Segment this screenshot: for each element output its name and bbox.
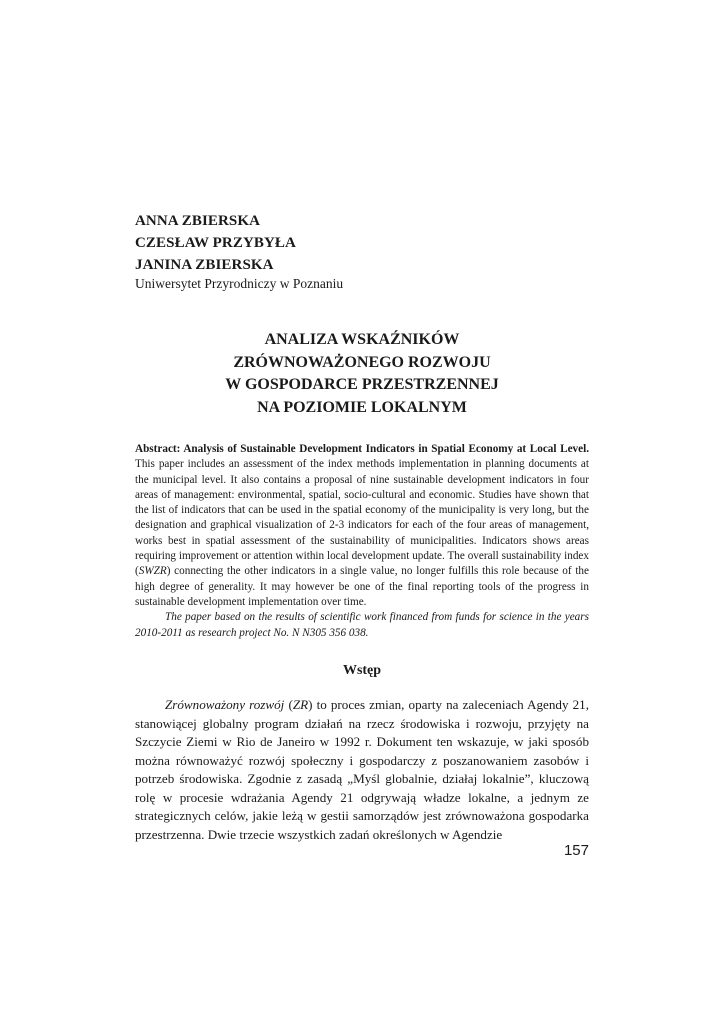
abstract <box>135 442 589 641</box>
section-heading: Wstęp <box>342 663 382 678</box>
body-abbreviation: ZR <box>292 697 309 712</box>
abstract-body: ) connecting the other indicators in a single value, no longer fulfills this role because of the high degree of generality. It may however be one of the final reporting tools of the progress in sustainable development implementation over time. <box>135 565 589 608</box>
title-line: ANALIZA WSKAŹNIKÓW <box>264 331 460 348</box>
author-name: ANNA ZBIERSKA <box>135 213 261 229</box>
body-paragraph <box>135 696 589 844</box>
author-list <box>135 210 296 276</box>
abstract-text <box>135 442 589 610</box>
author-affiliation: Uniwersytet Przyrodniczy w Poznaniu <box>135 276 344 291</box>
page-number: 157 <box>563 842 589 859</box>
abstract-lead: Abstract: Analysis of Sustainable Development Indicators in Spatial Economy at Local Level. <box>135 443 589 455</box>
body-text-fragment: ) to proces zmian, oparty na zaleceniach Agendy 21, stanowiącej globalny program działań na rzecz środowiska i rozwoju, przyjęty na Szczycie Ziemi w Rio de Janeiro w 1992 r. Dokument ten wskazuje, w jaki sposób można równoważyć rozwój społeczny i gospodarczy z poszanowaniem zasobów i potrzeb środowiska. Zgodnie z zasadą „Myśl globalnie, działaj lokalnie”, kluczową rolę w procesie wdrażania Agendy 21 odgrywają władze lokalne, a jednym ze strategicznych celów, jakie leżą w gestii samorządów jest zrównoważona gospodarka przestrzenna. Dwie trzecie wszystkich zadań określonych w Agendzie <box>135 697 589 842</box>
title-line: ZRÓWNOWAŻONEGO ROZWOJU <box>233 353 491 371</box>
funding-note: The paper based on the results of scientific work financed from funds for science in the years 2010-2011 as research project No. N N305 356 038. <box>135 611 589 639</box>
paper-title <box>135 329 589 419</box>
abstract-abbreviation: SWZR <box>138 565 167 578</box>
abstract-body: This paper includes an assessment of the index methods implementation in planning documents at the municipal level. It also contains a proposal of nine sustainable development indicators in four areas of management: environmental, spatial, socio-cultural and economic. Studies have shown that the list of indicators that can be used in the spatial economy of the municipality is very long, but the designation and graphical visualization of 2-3 indicators for each of the four areas of management, works best in spatial assessment of the sustainability of municipalities. Indicators shows areas requiring improvement or attention within local development update. The overall sustainability index ( <box>135 458 589 578</box>
author-name: JANINA ZBIERSKA <box>135 257 274 273</box>
body-term: Zrównoważony rozwój <box>165 697 285 712</box>
title-line: W GOSPODARCE PRZESTRZENNEJ <box>225 376 499 393</box>
body-text-fragment: ( <box>284 697 293 712</box>
title-line: NA POZIOMIE LOKALNYM <box>257 398 467 416</box>
author-name: CZESŁAW PRZYBYŁA <box>135 235 296 251</box>
